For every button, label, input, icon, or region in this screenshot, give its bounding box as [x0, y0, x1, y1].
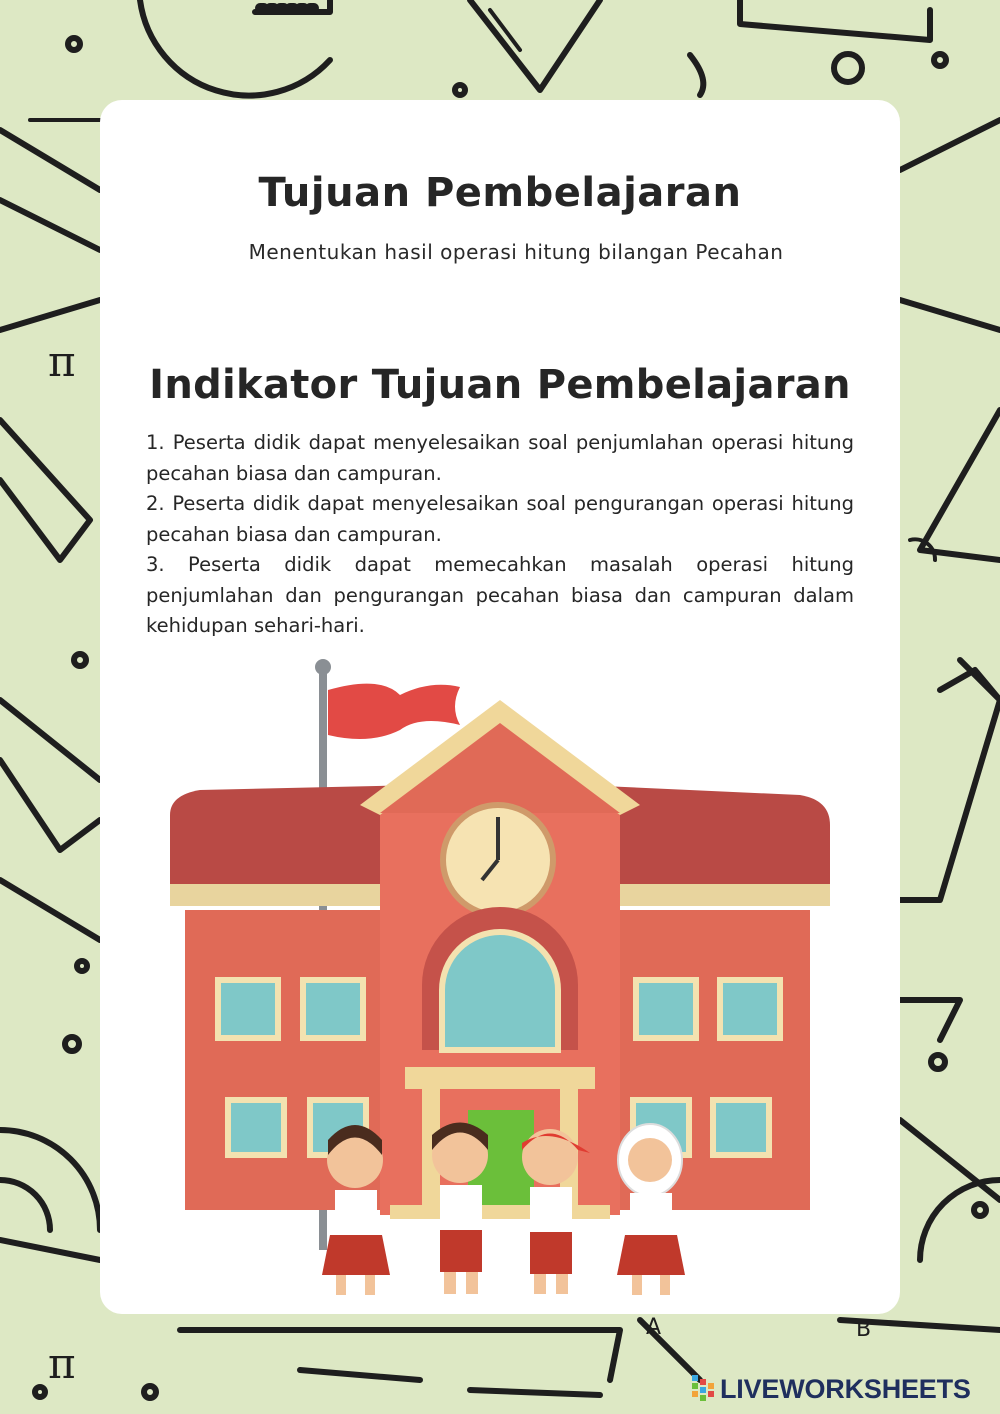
- svg-text:A: A: [646, 1315, 662, 1340]
- page-title: Tujuan Pembelajaran: [258, 170, 742, 216]
- indicator-item: 2. Peserta didik dapat menyelesaikan soal pengurangan operasi hitung pecahan biasa dan campuran.: [146, 492, 854, 546]
- flag-icon: [328, 684, 460, 739]
- page-subtitle: Menentukan hasil operasi hitung bilangan Pecahan: [248, 240, 784, 264]
- indicator-item: 3. Peserta didik dapat memecahkan masalah operasi hitung penjumlahan dan pengurangan pecahan biasa dan campuran dalam kehidupan sehari-hari.: [146, 553, 854, 637]
- liveworksheets-brand-text: LIVEWORKSHEETS: [720, 1373, 971, 1404]
- liveworksheets-logo-icon: [692, 1375, 716, 1403]
- indicator-list: [146, 428, 854, 642]
- pi-symbol-icon: π: [48, 337, 76, 386]
- svg-text:B: B: [856, 1317, 872, 1342]
- indicator-item: 1. Peserta didik dapat menyelesaikan soal penjumlahan operasi hitung pecahan biasa dan campuran.: [146, 431, 854, 485]
- indicator-heading: Indikator Tujuan Pembelajaran: [149, 362, 851, 408]
- pi-symbol-icon-bottom: π: [48, 1339, 76, 1388]
- school-building-illustration: [160, 655, 840, 1315]
- liveworksheets-logo: [692, 1372, 971, 1406]
